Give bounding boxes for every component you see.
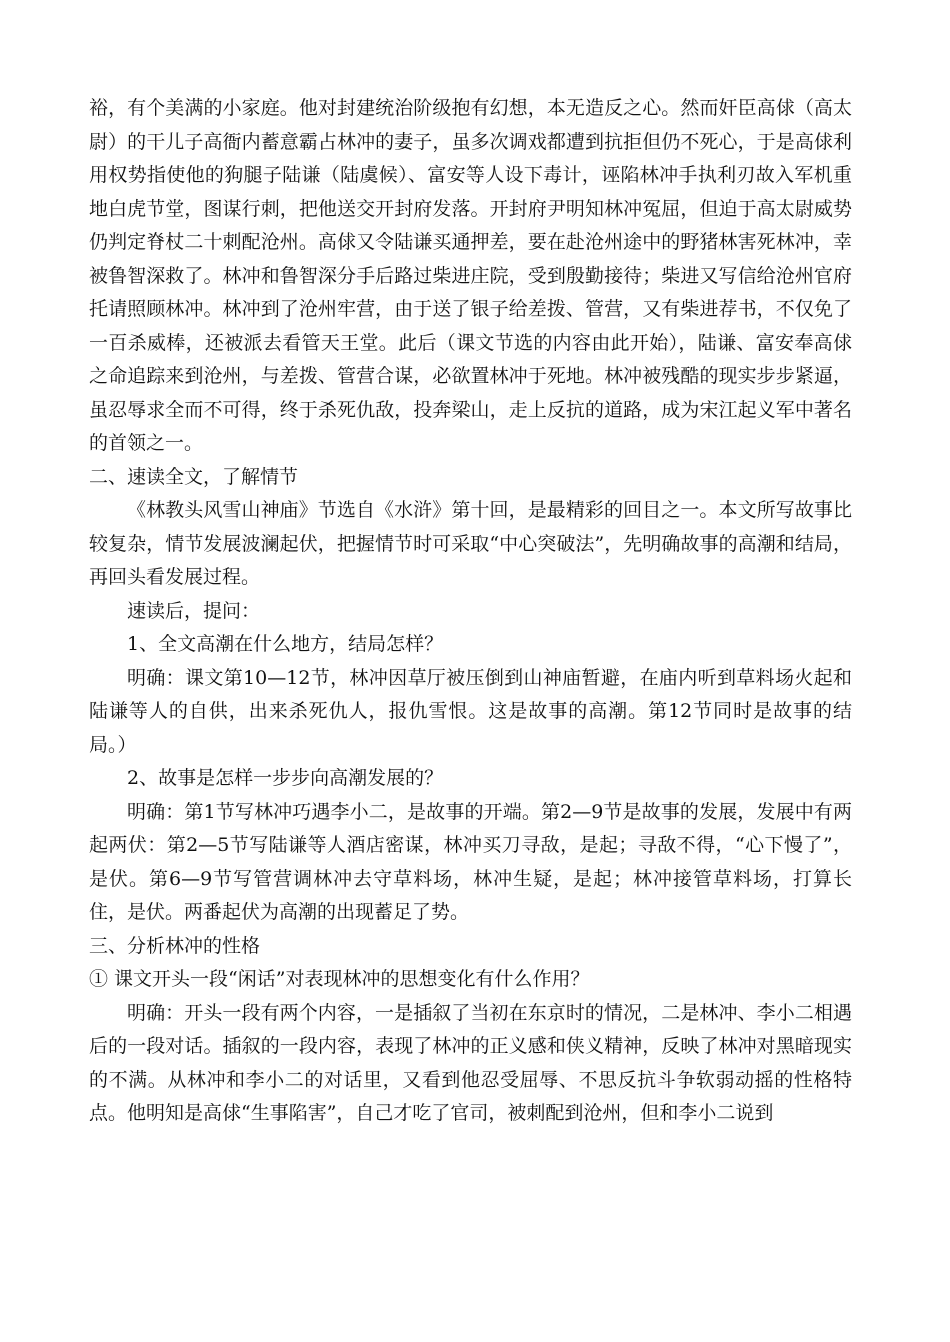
paragraph-background: 裕，有个美满的小家庭。他对封建统治阶级抱有幻想，本无造反之心。然而奸臣高俅（高太尉）的干儿子高衙内蓄意霸占林冲的妻子，虽多次调戏都遭到抗拒但仍不死心，于是高俅利用权势指使他的狗腿子陆谦（陆虞候）、富安等人设下毒计，诬陷林冲手执利刃故入军机重地白虎节堂，图谋行刺，把他送交开封府发落。开封府尹明知林冲冤屈，但迫于高太尉威势仍判定脊杖二十刺配沧州。高俅又令陆谦买通押差，要在赴沧州途中的野猪林害死林冲，幸被鲁智深救了。林冲和鲁智深分手后路过柴进庄院，受到殷勤接待；柴进又写信给沧州官府托请照顾林冲。林冲到了沧州牢营，由于送了银子给差拨、管营，又有柴进荐书，不仅免了一百杀威棒，还被派去看管天王堂。此后（课文节选的内容由此开始），陆谦、富安奉高俅之命追踪来到沧州，与差拨、管营合谋，必欲置林冲于死地。林冲被残酷的现实步步紧逼，虽忍辱求全而不可得，终于杀死仇敌，投奔梁山，走上反抗的道路，成为宋江起义军中著名的首领之一。	[89, 97, 852, 454]
answer-1: 明确：课文第10—12节，林冲因草厅被压倒到山神庙暂避，在庙内听到草料场火起和陆谦等人的自供，出来杀死仇人，报仇雪恨。这是故事的高潮。第12节同时是故事的结局。）	[89, 666, 852, 756]
document-page	[89, 92, 852, 1131]
question-2: 2、故事是怎样一步步向高潮发展的？	[127, 767, 444, 789]
section-heading-character: 三、分析林冲的性格	[89, 934, 261, 957]
answer-2: 明确：第1节写林冲巧遇李小二，是故事的开端。第2—9节是故事的发展，发展中有两起两伏：第2—5节写陆谦等人酒店密谋，林冲买刀寻敌，是起；寻敌不得，“心下慢了”，是伏。第6—9节写管营调林冲去守草料场，林冲生疑，是起；林冲接管草料场，打算长住，是伏。两番起伏为高潮的出现蓄足了势。	[89, 800, 852, 923]
paragraph-question-prompt: 速读后，提问：	[127, 599, 261, 622]
paragraph-plot-intro: 《林教头风雪山神庙》节选自《水浒》第十回，是最精彩的回目之一。本文所写故事比较复杂，情节发展波澜起伏，把握情节时可采取“中心突破法”，先明确故事的高潮和结局，再回头看发展过程。	[89, 499, 852, 588]
section-heading-plot: 二、速读全文，了解情节	[89, 465, 299, 488]
question-character-1: ① 课文开头一段“闲话”对表现林冲的思想变化有什么作用？	[89, 968, 590, 990]
answer-character-1: 明确：开头一段有两个内容，一是插叙了当初在东京时的情况，二是林冲、李小二相遇后的一段对话。插叙的一段内容，表现了林冲的正义感和侠义精神，反映了林冲对黑暗现实的不满。从林冲和李小二的对话里，又看到他忍受屈辱、不思反抗斗争软弱动摇的性格特点。他明知是高俅“生事陷害”，自己才吃了官司，被刺配到沧州，但和李小二说到	[89, 1001, 852, 1124]
question-1: 1、全文高潮在什么地方，结局怎样？	[127, 633, 444, 655]
